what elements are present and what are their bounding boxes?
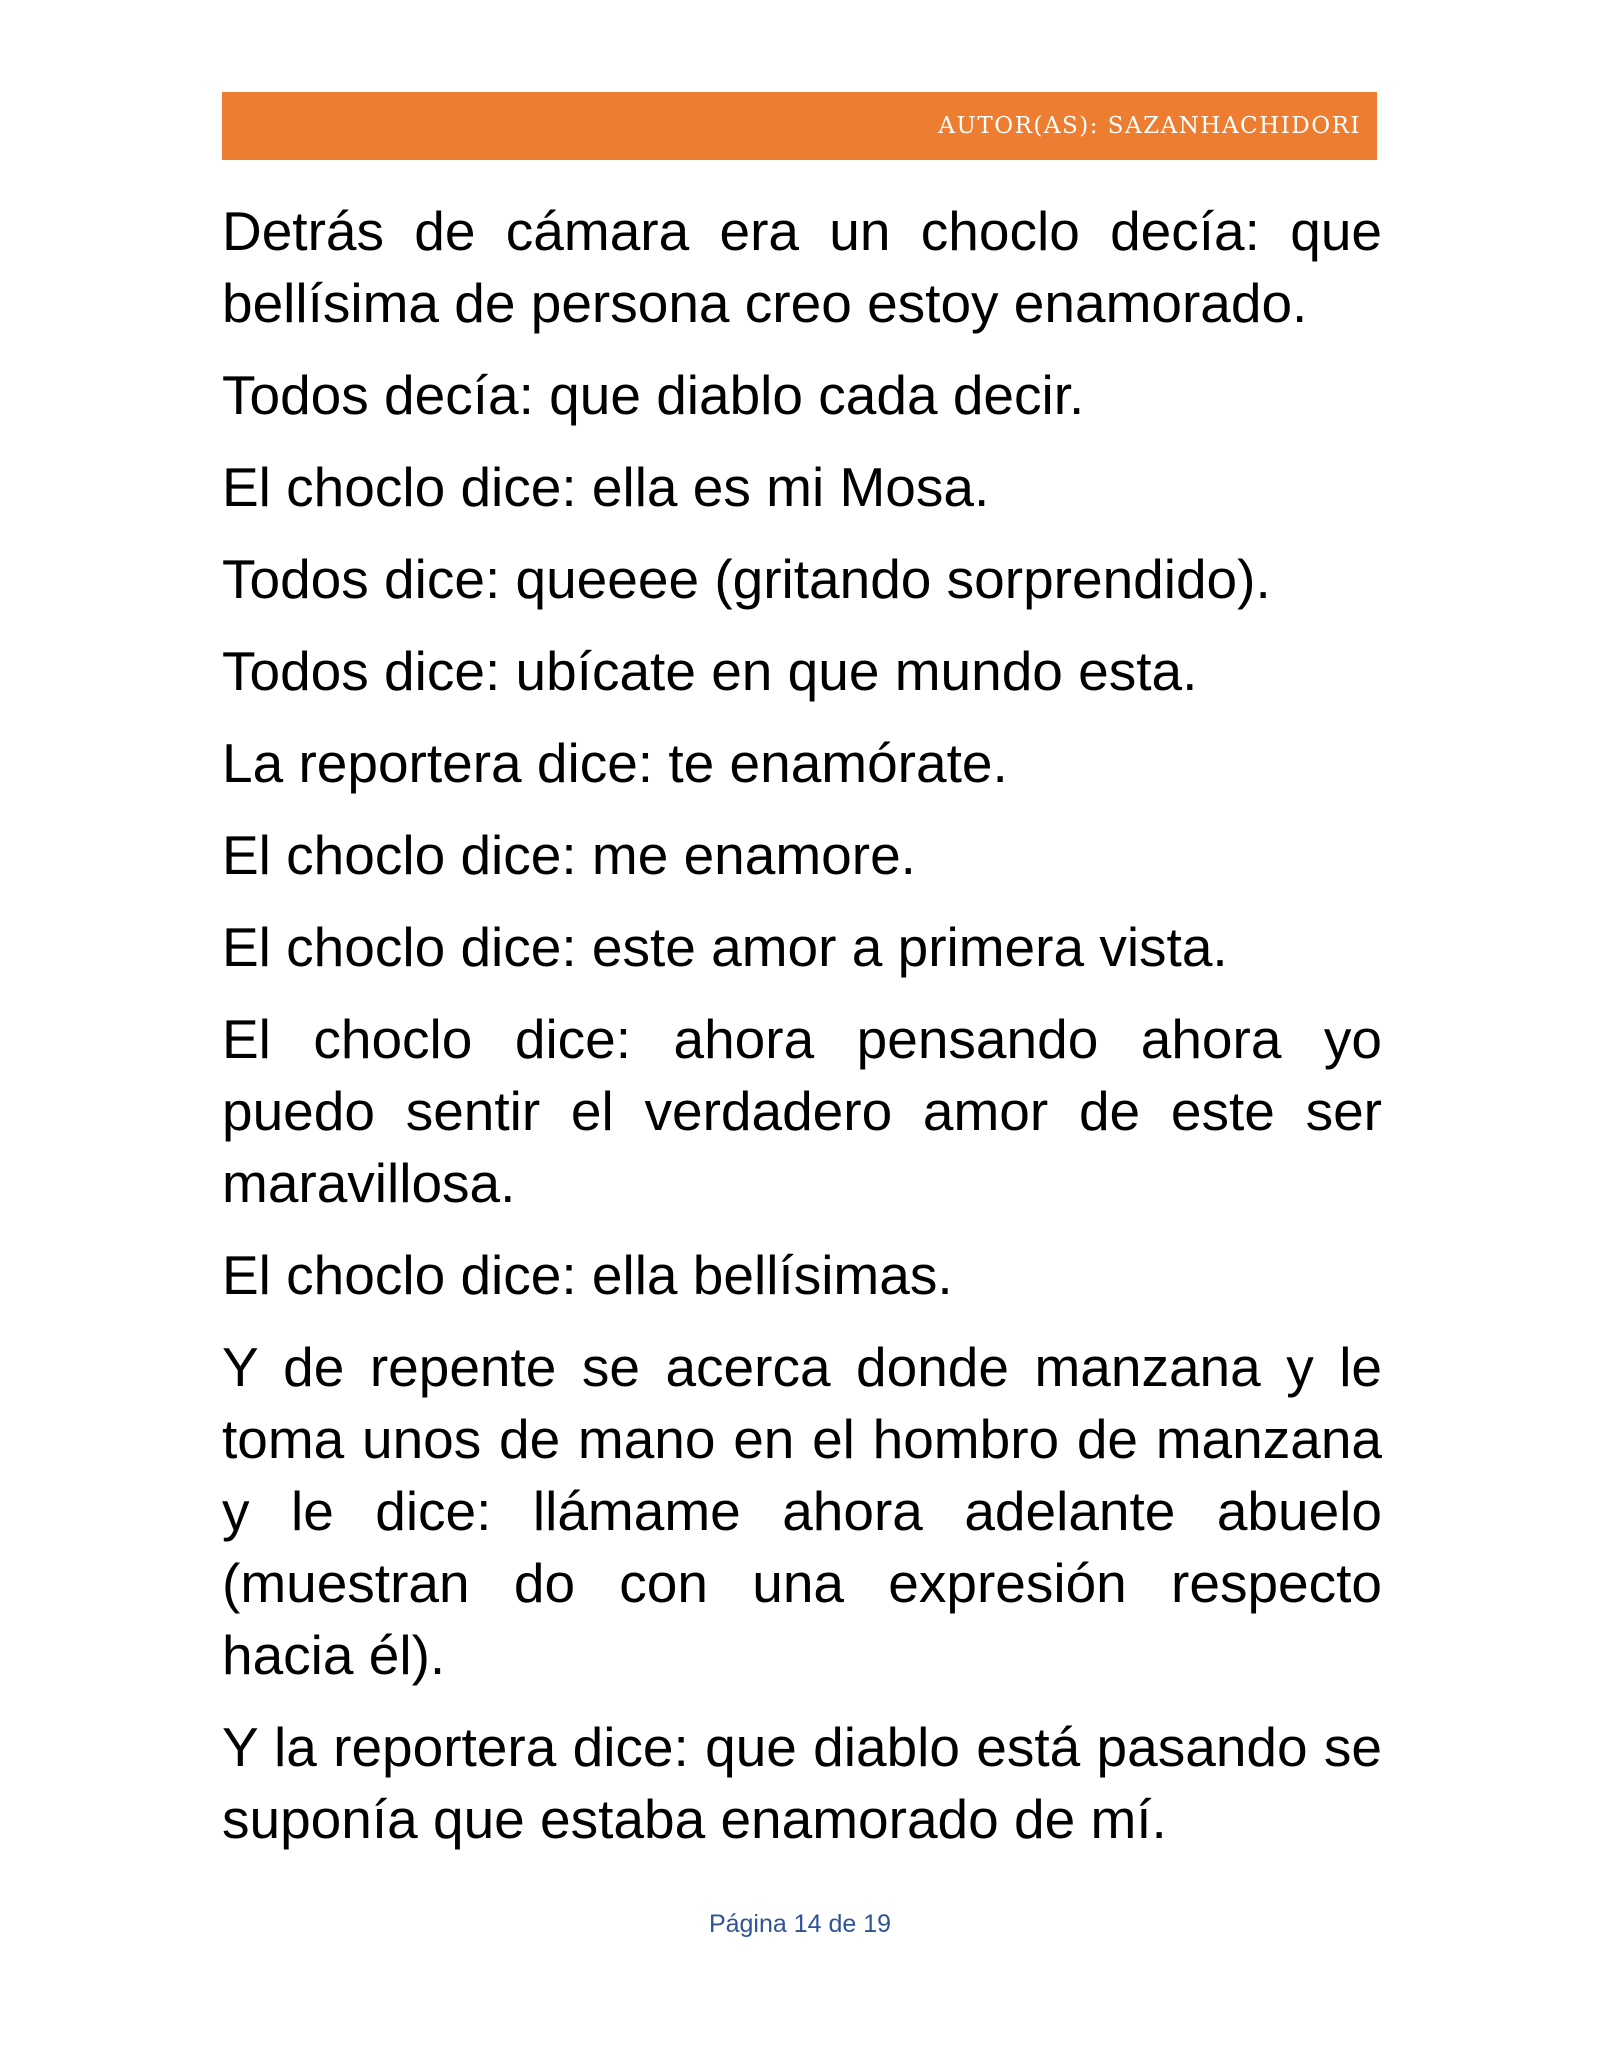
author-header: AUTOR(AS): SAZANHACHIDORI: [938, 113, 1361, 139]
paragraph: La reportera dice: te enamórate.: [222, 732, 1008, 794]
paragraph: Todos decía: que diablo cada decir.: [222, 364, 1085, 426]
header-bar: [222, 92, 1377, 160]
paragraph: El choclo dice: ella es mi Mosa.: [222, 456, 990, 518]
paragraph: Y la reportera dice: que diablo está pasando se suponía que estaba enamorado de mí.: [222, 1716, 1382, 1850]
page-body: [222, 195, 1382, 1875]
paragraph: El choclo dice: este amor a primera vista.: [222, 916, 1228, 978]
paragraph: Detrás de cámara era un choclo decía: que bellísima de persona creo estoy enamorado.: [222, 200, 1382, 334]
page-number: Página 14 de 19: [708, 1910, 892, 1938]
paragraph: El choclo dice: me enamore.: [222, 824, 916, 886]
paragraph: Y de repente se acerca donde manzana y le toma unos de mano en el hombro de manzana y le dice: llámame ahora adelante abuelo (muestran do con una expresión respecto hacia él).: [222, 1336, 1382, 1686]
paragraph: Todos dice: ubícate en que mundo esta.: [222, 640, 1198, 702]
paragraph: Todos dice: queeee (gritando sorprendido).: [222, 548, 1271, 610]
paragraph: El choclo dice: ella bellísimas.: [222, 1244, 953, 1306]
paragraph: El choclo dice: ahora pensando ahora yo puedo sentir el verdadero amor de este ser maravillosa.: [222, 1008, 1382, 1214]
